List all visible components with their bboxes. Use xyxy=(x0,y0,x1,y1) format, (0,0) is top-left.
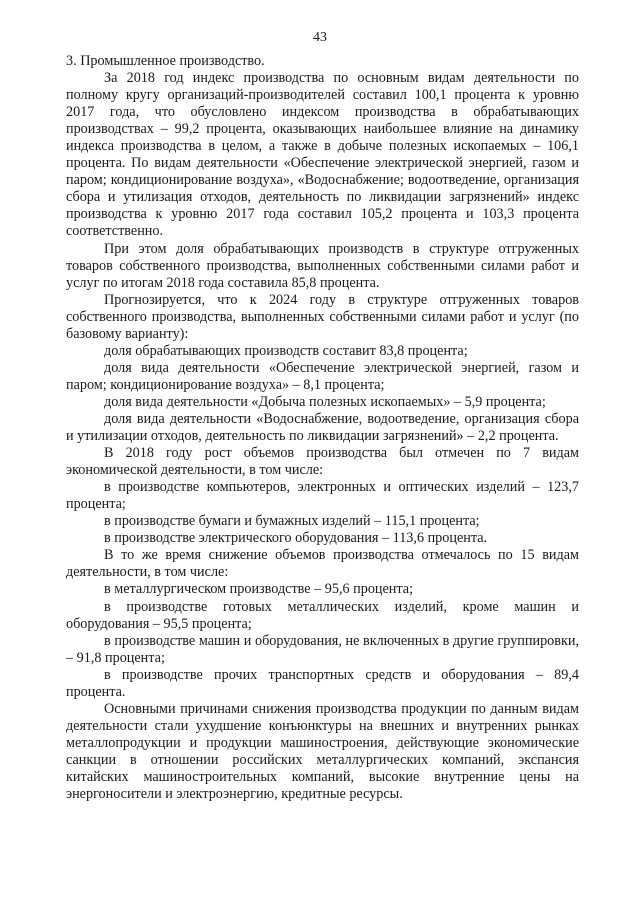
paragraph: в производстве готовых металлических изделий, кроме машин и оборудования – 95,5 процента; xyxy=(66,598,579,632)
paragraph: За 2018 год индекс производства по основным видам деятельности по полному кругу организаций-производителей составил 100,1 процента к уровню 2017 года, что обусловлено индексом производства в обрабатывающих производствах – 99,2 процента, оказывающих наибольшее влияние на динамику индекса производства в целом, а также в добыче полезных ископаемых – 106,1 процента. По видам деятельности «Обеспечение электрической энергией, газом и паром; кондиционирование воздуха», «Водоснабжение; водоотведение, организация сбора и утилизация отходов, деятельность по ликвидации загрязнений» индекс производства к уровню 2017 года составил 105,2 процента и 103,3 процента соответственно. xyxy=(66,70,579,240)
page-number: 43 xyxy=(313,30,327,45)
paragraph: доля вида деятельности «Добыча полезных ископаемых» – 5,9 процента; xyxy=(104,393,546,410)
paragraph: В то же время снижение объемов производства отмечалось по 15 видам деятельности, в том числе: xyxy=(66,547,579,581)
paragraph: В 2018 году рост объемов производства был отмечен по 7 видам экономической деятельности, в том числе: xyxy=(66,445,579,479)
paragraph: в производстве электрического оборудования – 113,6 процента. xyxy=(104,530,488,547)
paragraph: Основными причинами снижения производства продукции по данным видам деятельности стали ухудшение конъюнктуры на внешних и внутренних рынках металлопродукции и продукции машиностроения, действующие экономические санкции в отношении российских металлургических компаний, экспансия китайских машиностроительных компаний, высокие внутренние цены на энергоносители и электроэнергию, кредитные ресурсы. xyxy=(66,700,579,803)
paragraph: доля вида деятельности «Обеспечение электрической энергией, газом и паром; кондиционирование воздуха» – 8,1 процента; xyxy=(66,359,579,393)
paragraph: в производстве прочих транспортных средств и оборудования – 89,4 процента. xyxy=(66,666,579,700)
paragraph: в производстве бумаги и бумажных изделий – 115,1 процента; xyxy=(104,513,480,530)
paragraph: Прогнозируется, что к 2024 году в структуре отгруженных товаров собственного производства, выполненных собственными силами работ и услуг (по базовому варианту): xyxy=(66,291,579,342)
section-heading: 3. Промышленное производство. xyxy=(66,53,265,69)
paragraph: доля обрабатывающих производств составит 83,8 процента; xyxy=(104,342,468,359)
document-body xyxy=(66,53,579,803)
paragraph: доля вида деятельности «Водоснабжение, водоотведение, организация сбора и утилизации отходов, деятельность по ликвидации загрязнений» – 2,2 процента. xyxy=(66,410,579,445)
paragraph: в производстве машин и оборудования, не включенных в другие группировки, – 91,8 процента; xyxy=(66,632,579,666)
paragraph: в металлургическом производстве – 95,6 процента; xyxy=(104,581,414,598)
paragraph: в производстве компьютеров, электронных и оптических изделий – 123,7 процента; xyxy=(66,479,579,513)
paragraph: При этом доля обрабатывающих производств в структуре отгруженных товаров собственного производства, выполненных собственными силами работ и услуг по итогам 2018 года составила 85,8 процента. xyxy=(66,240,579,291)
